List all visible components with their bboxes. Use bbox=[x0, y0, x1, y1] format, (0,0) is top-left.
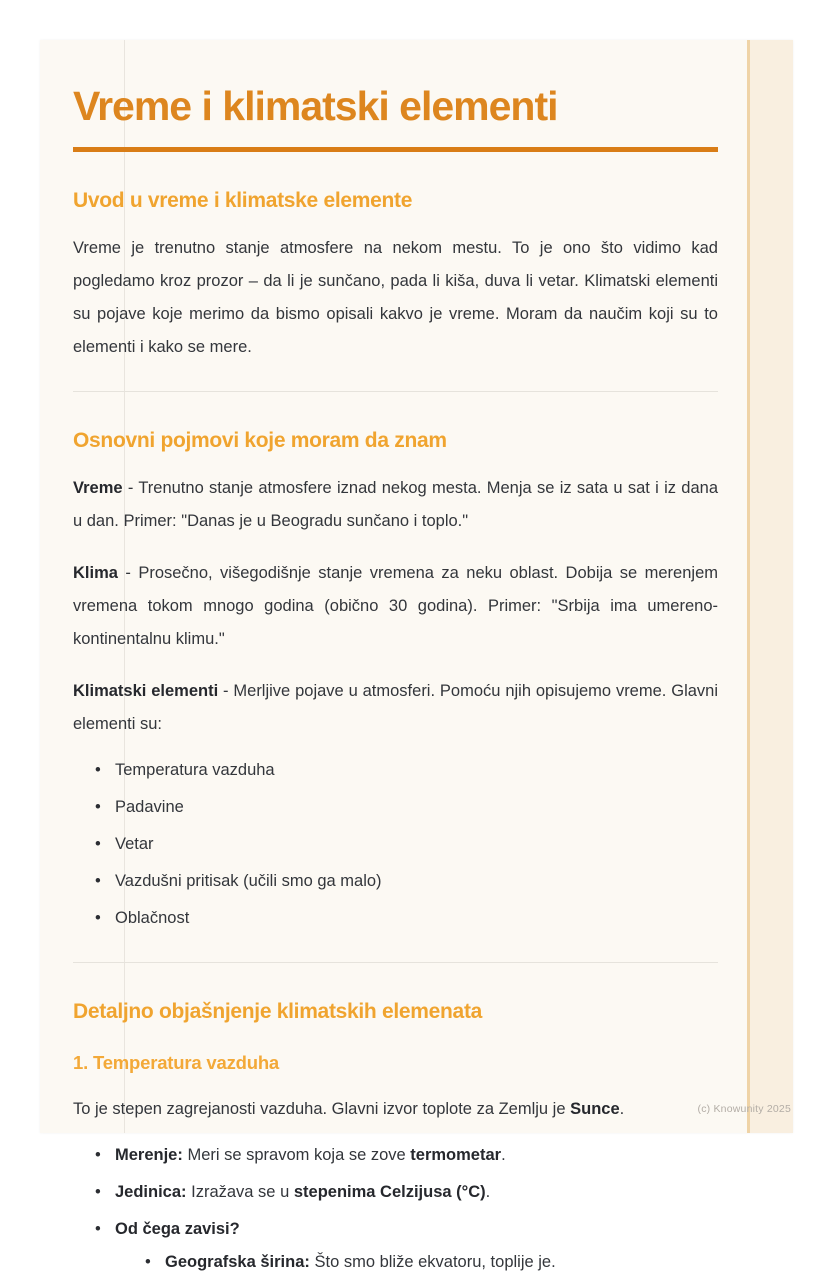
definition-klimatski-elementi bbox=[73, 675, 718, 741]
bullet-bold: Merenje: bbox=[115, 1146, 183, 1164]
list-item-geografska-sirina bbox=[143, 1246, 718, 1279]
paragraph-text: . bbox=[619, 1100, 625, 1118]
list-item: • Padavine bbox=[93, 791, 718, 824]
page-margin-stripe bbox=[747, 40, 793, 1133]
list-item-jedinica bbox=[93, 1176, 718, 1209]
definition-text: - Merljive pojave u atmosferi. Pomoću njih opisujemo vreme. Glavni elementi su: bbox=[73, 682, 719, 733]
intro-paragraph: Vreme je trenutno stanje atmosfere na nekom mestu. To je ono što vidimo kad pogledamo kroz prozor – da li je sunčano, pada li kiša, duva li vetar. Klimatski elementi su pojave koje merimo da bismo opisali kakvo je vreme. Moram da naučim koji su to elementi i kako se mere. bbox=[73, 239, 718, 356]
bullet-bold: Od čega zavisi? bbox=[115, 1220, 240, 1238]
document-page bbox=[40, 40, 793, 1271]
list-item: • Vetar bbox=[93, 828, 718, 861]
list-item: • Vazdušni pritisak (učili smo ga malo) bbox=[93, 865, 718, 898]
section-divider bbox=[73, 962, 718, 963]
bullet-text: . bbox=[501, 1146, 506, 1164]
bullet-text: Što smo bliže ekvatoru, toplije je. bbox=[309, 1253, 556, 1271]
bullet-text: Meri se spravom koja se zove bbox=[182, 1146, 411, 1164]
section-heading-intro: Uvod u vreme i klimatske elemente bbox=[73, 189, 413, 212]
definition-term: Klimatski elementi bbox=[73, 682, 219, 700]
list-item: • Temperatura vazduha bbox=[93, 754, 718, 787]
bullet-text: Izražava se u bbox=[186, 1183, 294, 1201]
section-heading-pojmovi: Osnovni pojmovi koje moram da znam bbox=[73, 429, 447, 452]
section-divider bbox=[73, 391, 718, 392]
bullet-bold: Jedinica: bbox=[115, 1183, 187, 1201]
section-heading-detaljno: Detaljno objašnjenje klimatskih elemenata bbox=[73, 1000, 483, 1023]
definition-text: - Prosečno, višegodišnje stanje vremena za neku oblast. Dobija se merenjem vremena tokom mnogo godina (obično 30 godina). Primer: "Srbija ima umereno-kontinentalnu klimu." bbox=[73, 564, 718, 648]
subsection-heading-temperatura: 1. Temperatura vazduha bbox=[73, 1052, 280, 1073]
document-content bbox=[73, 40, 718, 1283]
definition-term: Klima bbox=[73, 564, 118, 582]
climate-elements-list bbox=[73, 754, 718, 935]
nested-list bbox=[143, 1246, 718, 1279]
definition-vreme bbox=[73, 472, 718, 538]
bullet-bold: Geografska širina: bbox=[165, 1253, 310, 1271]
paragraph-bold: Sunce bbox=[570, 1100, 620, 1118]
paragraph-text: To je stepen zagrejanosti vazduha. Glavni izvor toplote za Zemlju je bbox=[73, 1100, 571, 1118]
temperatura-intro-paragraph bbox=[73, 1093, 718, 1126]
temperatura-details-list bbox=[73, 1139, 718, 1279]
bullet-bold: stepenima Celzijusa (°C) bbox=[293, 1183, 486, 1201]
title-underline-rule bbox=[73, 147, 718, 152]
definition-term: Vreme bbox=[73, 479, 123, 497]
list-item-merenje bbox=[93, 1139, 718, 1172]
definition-klima bbox=[73, 557, 718, 656]
copyright-watermark: (c) Knowunity 2025 bbox=[697, 1103, 791, 1115]
bullet-bold: termometar bbox=[410, 1146, 502, 1164]
bullet-text: . bbox=[485, 1183, 491, 1201]
page-title: Vreme i klimatski elementi bbox=[73, 83, 558, 129]
definition-text: - Trenutno stanje atmosfere iznad nekog mesta. Menja se iz sata u sat i iz dana u dan. Primer: "Danas je u Beogradu sunčano i toplo." bbox=[73, 479, 718, 530]
list-item-od-cega-zavisi bbox=[93, 1213, 718, 1279]
list-item: • Oblačnost bbox=[93, 902, 718, 935]
